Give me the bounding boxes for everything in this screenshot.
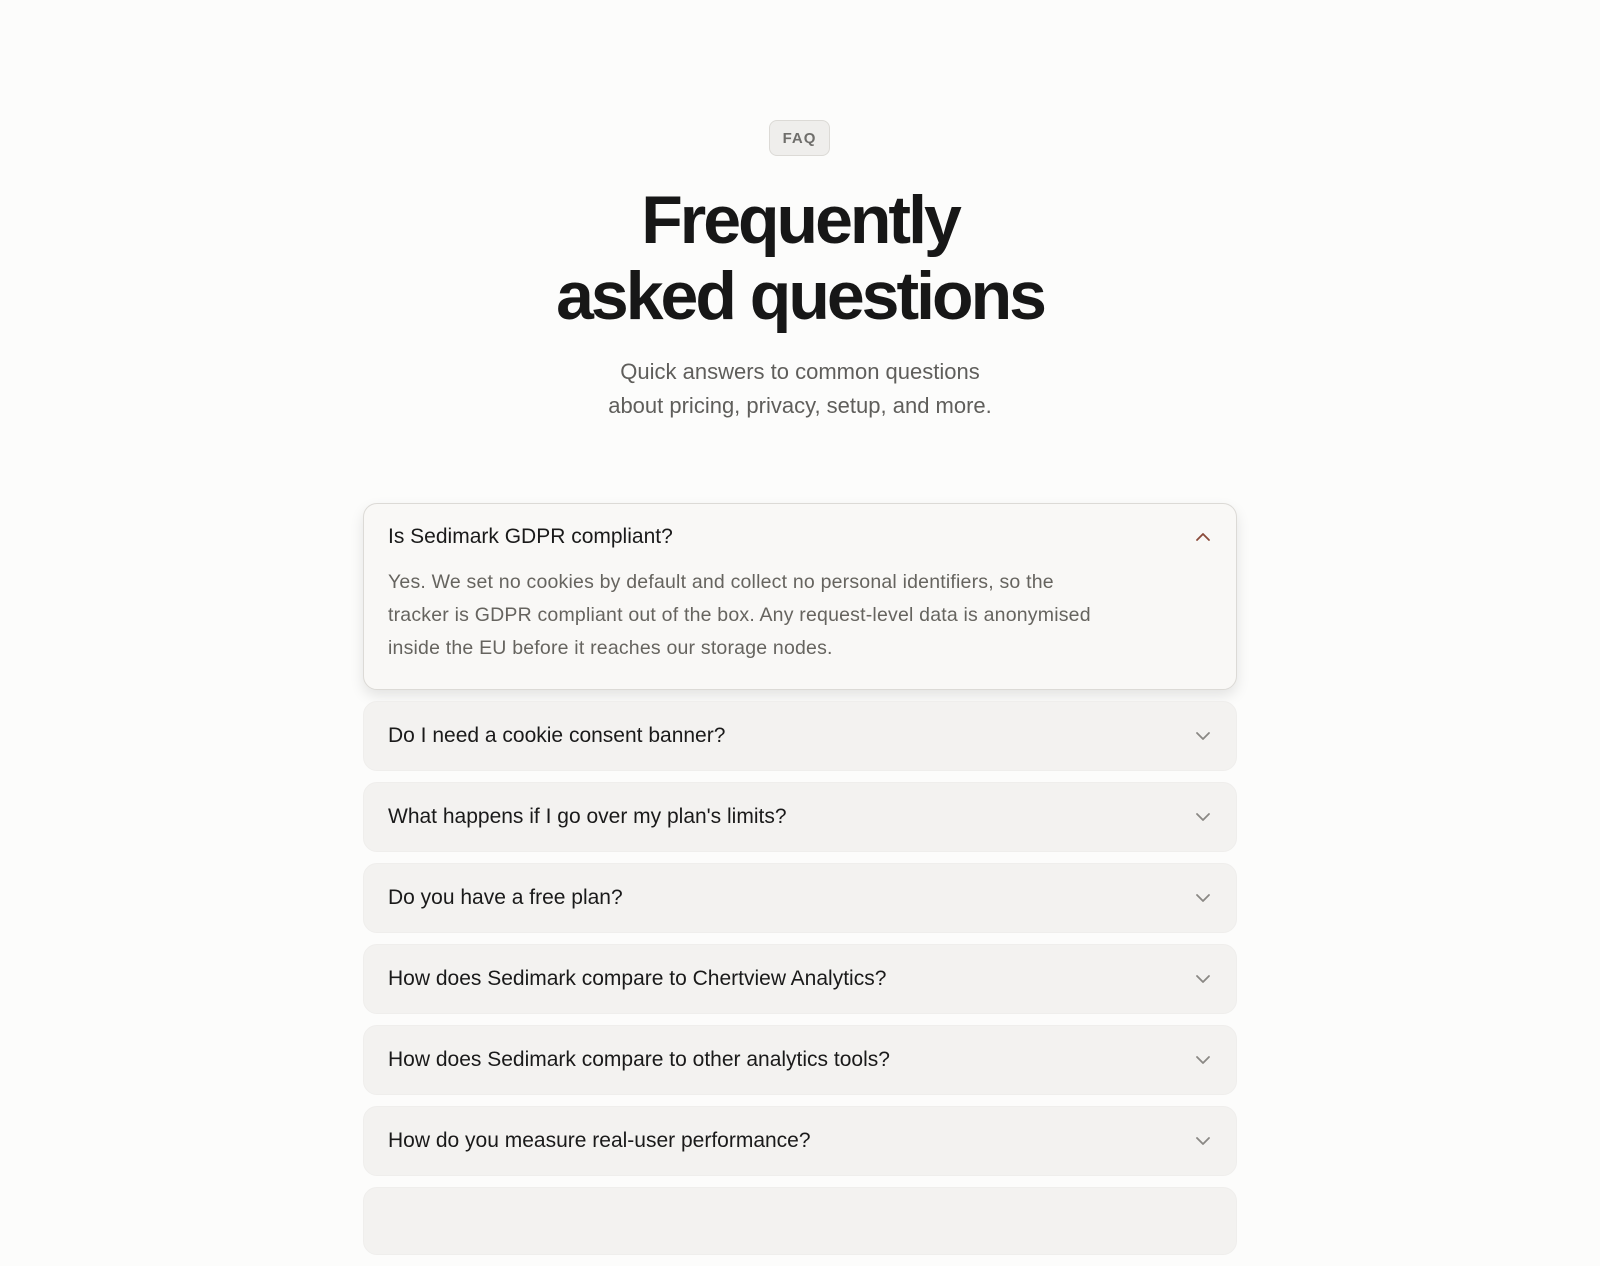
faq-question: Do you have a free plan? <box>388 886 623 909</box>
faq-question: How does Sedimark compare to Chertview Analytics? <box>388 967 887 990</box>
chevron-down-icon[interactable] <box>1194 727 1212 745</box>
page-title-line-2: asked questions <box>556 258 1044 334</box>
faq-item-compare-chertview[interactable] <box>363 944 1237 1014</box>
chevron-down-icon[interactable] <box>1194 889 1212 907</box>
faq-item-header[interactable] <box>364 1026 1236 1094</box>
faq-question: Do I need a cookie consent banner? <box>388 724 726 747</box>
faq-item-plan-limits[interactable] <box>363 782 1237 852</box>
chevron-up-icon[interactable] <box>1194 528 1212 546</box>
page-subtitle-line-1: Quick answers to common questions <box>620 359 980 384</box>
faq-item-header[interactable] <box>364 864 1236 932</box>
faq-item-header[interactable] <box>364 504 1236 570</box>
faq-item-header[interactable] <box>364 702 1236 770</box>
faq-question: Is Sedimark GDPR compliant? <box>388 525 673 548</box>
faq-item-compare-others[interactable] <box>363 1025 1237 1095</box>
faq-item-free-plan[interactable] <box>363 863 1237 933</box>
faq-item-header[interactable] <box>364 783 1236 851</box>
chevron-down-icon[interactable] <box>1194 808 1212 826</box>
faq-item-real-user-performance[interactable] <box>363 1106 1237 1176</box>
faq-question: What happens if I go over my plan's limits? <box>388 805 787 828</box>
faq-list <box>363 503 1237 1266</box>
chevron-down-icon[interactable] <box>1194 1132 1212 1150</box>
chevron-down-icon[interactable] <box>1194 970 1212 988</box>
faq-item-header[interactable] <box>364 1107 1236 1175</box>
chevron-down-icon[interactable] <box>1194 1051 1212 1069</box>
faq-item-gdpr[interactable] <box>363 503 1237 690</box>
faq-question: How does Sedimark compare to other analytics tools? <box>388 1048 890 1071</box>
page-title <box>0 182 1600 334</box>
faq-item-cookie-banner[interactable] <box>363 701 1237 771</box>
faq-answer: Yes. We set no cookies by default and collect no personal identifiers, so the tracker is GDPR compliant out of the box. Any request-level data is anonymised inside the EU before it reaches our storage nodes. <box>388 571 1091 659</box>
page-subtitle <box>0 355 1600 423</box>
faq-item-partial[interactable] <box>363 1187 1237 1255</box>
faq-item-header[interactable] <box>364 945 1236 1013</box>
faq-question: How do you measure real-user performance? <box>388 1129 811 1152</box>
page-subtitle-line-2: about pricing, privacy, setup, and more. <box>608 393 992 418</box>
faq-badge: FAQ <box>769 120 830 156</box>
page-title-line-1: Frequently <box>641 182 959 258</box>
